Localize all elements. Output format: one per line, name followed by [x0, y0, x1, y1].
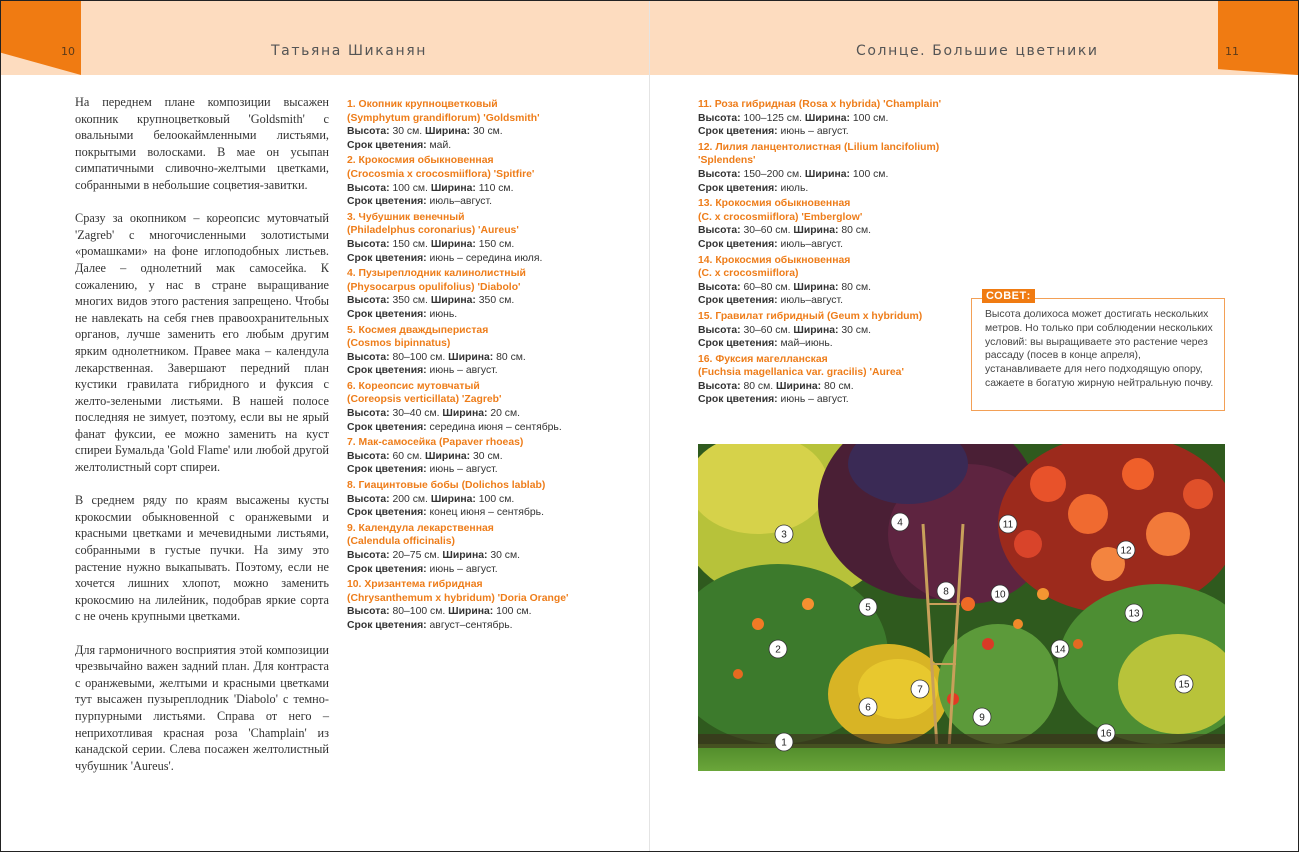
- width-label: Ширина:: [425, 126, 473, 138]
- bloom-period: [347, 195, 617, 209]
- width-label: Ширина:: [430, 182, 479, 194]
- height-value: 80 см.: [743, 380, 777, 392]
- bloom-period: [698, 294, 968, 308]
- photo-marker: [911, 680, 929, 698]
- right-running-head: Солнце. Большие цветники: [856, 43, 1099, 59]
- bloom-period: [347, 563, 617, 577]
- bloom-period-value: май–июнь.: [780, 338, 833, 350]
- bloom-period-label: Срок цветения:: [347, 563, 430, 575]
- bloom-period-value: июнь – август.: [780, 126, 849, 138]
- photo-marker-label: 14: [1054, 644, 1066, 656]
- plant-title: 3. Чубушник венечный (Philadelphus coronarius) 'Aureus': [347, 211, 519, 237]
- bloom-period: [347, 252, 617, 266]
- width-label: Ширина:: [430, 295, 479, 307]
- bloom-period-value: середина июня – сентябрь.: [429, 421, 562, 433]
- width-label: Ширина:: [804, 168, 853, 180]
- photo-marker: [859, 698, 877, 716]
- bloom-period-label: Срок цветения:: [347, 365, 430, 377]
- height-value: 60–80 см.: [743, 281, 794, 293]
- height-label: Высота:: [698, 225, 744, 237]
- photo-marker: [859, 598, 877, 616]
- plant-entry: [347, 479, 617, 520]
- width-label: Ширина:: [448, 606, 497, 618]
- body-paragraph: Для гармоничного восприятия этой композиции чрезвычайно важен задний план. Для контраста с оранжевыми, желтыми и красными цветками тут высажен пузыреплодник 'Diabolo' с темно-пурпурными листьями. Справа от него – неприхотливая красная роза 'Champlain' из канадской серии. Слева посажен желтолистный чубушник 'Aureus'.: [75, 642, 329, 773]
- width-label: Ширина:: [793, 225, 842, 237]
- height-label: Высота:: [698, 112, 744, 124]
- plant-entry: [698, 98, 968, 139]
- width-label: Ширина:: [793, 281, 842, 293]
- tip-box: [971, 290, 1225, 411]
- height-label: Высота:: [698, 380, 744, 392]
- photo-marker-label: 3: [781, 529, 787, 541]
- left-running-head: Татьяна Шиканян: [271, 43, 427, 59]
- bloom-period-label: Срок цветения:: [698, 394, 781, 406]
- height-label: Высота:: [347, 182, 393, 194]
- width-value: 80 см.: [496, 351, 526, 363]
- bloom-period-label: Срок цветения:: [347, 507, 430, 519]
- bloom-period-label: Срок цветения:: [347, 139, 430, 151]
- photo-marker-label: 15: [1178, 679, 1190, 691]
- plant-title: 10. Хризантема гибридная (Chrysanthemum x hybridum) 'Doria Orange': [347, 579, 569, 604]
- width-value: 110 см.: [478, 182, 514, 194]
- bloom-period: [347, 506, 617, 520]
- bloom-period-value: июнь – середина июля.: [429, 252, 543, 264]
- photo-marker-label: 16: [1100, 728, 1112, 740]
- height-label: Высота:: [698, 324, 744, 336]
- plant-size: [347, 407, 617, 421]
- photo-marker: [1117, 541, 1135, 559]
- bloom-period: [347, 364, 617, 378]
- plant-size: [347, 605, 617, 619]
- width-value: 30 см.: [473, 450, 503, 462]
- bloom-period-label: Срок цветения:: [698, 338, 781, 350]
- bloom-period: [347, 421, 617, 435]
- body-paragraph: На переднем плане композиции высажен окопник крупноцветковый 'Goldsmith' с овальными белоокаймленными листьями, покрытыми волосками. В мае он усыпан симпатичными сливочно-желтыми цветками, собранными в небольшие соцветия-завитки.: [75, 95, 329, 192]
- plant-title: 2. Крокосмия обыкновенная (Crocosmia x crocosmiiflora) 'Spitfire': [347, 155, 535, 180]
- flowerbed-photo: [698, 444, 1225, 771]
- width-value: 100 см.: [852, 168, 889, 180]
- width-value: 20 см.: [490, 408, 521, 420]
- width-value: 30 см.: [490, 550, 521, 561]
- plant-size: [698, 112, 968, 126]
- width-value: 100 см.: [852, 112, 889, 124]
- plant-entry: [698, 254, 968, 308]
- plant-entry: [698, 141, 968, 195]
- plant-size: [347, 238, 617, 252]
- photo-marker-label: 9: [979, 712, 985, 724]
- width-label: Ширина:: [442, 408, 491, 420]
- bloom-period-value: июнь.: [429, 308, 458, 320]
- plant-title: 4. Пузыреплодник калинолистный (Physocarpus opulifolius) 'Diabolo': [347, 268, 526, 293]
- photo-marker: [999, 515, 1017, 533]
- photo-marker-label: 7: [917, 684, 923, 696]
- bloom-period: [698, 125, 968, 139]
- bloom-period-value: конец июня – сентябрь.: [429, 507, 544, 519]
- flowerbed-illustration: [698, 444, 1225, 771]
- width-label: Ширина:: [804, 112, 853, 124]
- height-label: Высота:: [347, 408, 393, 420]
- right-page-number: 11: [1225, 45, 1239, 58]
- width-value: 30 см.: [473, 126, 503, 138]
- plant-list-right: [698, 98, 968, 409]
- bloom-period-value: июль–август.: [780, 238, 843, 250]
- photo-marker-label: 13: [1128, 608, 1140, 620]
- bloom-period-label: Срок цветения:: [347, 308, 430, 320]
- photo-marker-label: 5: [865, 602, 871, 614]
- photo-marker: [1051, 640, 1069, 658]
- plant-size: [698, 324, 968, 338]
- height-label: Высота:: [698, 281, 744, 293]
- bloom-period-label: Срок цветения:: [698, 238, 781, 250]
- plant-title: 13. Крокосмия обыкновенная (C. x crocosmiiflora) 'Emberglow': [698, 198, 863, 223]
- plant-title: 15. Гравилат гибридный (Geum x hybridum): [698, 310, 923, 322]
- photo-marker: [1097, 724, 1115, 742]
- photo-marker: [1125, 604, 1143, 622]
- width-label: Ширина:: [430, 238, 479, 250]
- bloom-period: [698, 182, 968, 196]
- plant-entry: [698, 353, 968, 407]
- bloom-period-value: июнь – август.: [780, 394, 849, 406]
- bloom-period-value: июль.: [780, 182, 809, 194]
- plant-entry: [698, 197, 968, 251]
- photo-marker-label: 4: [897, 517, 903, 529]
- tip-label: СОВЕТ:: [982, 289, 1035, 303]
- height-value: 80–100 см.: [392, 606, 449, 618]
- plant-size: [347, 549, 617, 563]
- height-value: 80–100 см.: [392, 351, 449, 363]
- plant-entry: [698, 310, 968, 351]
- body-text: [75, 94, 329, 791]
- width-value: 350 см.: [478, 295, 515, 307]
- width-value: 80 см.: [824, 380, 854, 392]
- height-label: Высота:: [347, 450, 393, 462]
- height-value: 60 см.: [392, 450, 426, 462]
- bloom-period-label: Срок цветения:: [347, 421, 430, 433]
- bloom-period-label: Срок цветения:: [698, 126, 781, 138]
- height-value: 100–125 см.: [743, 112, 805, 124]
- height-value: 30 см.: [392, 126, 426, 138]
- plant-title: 14. Крокосмия обыкновенная (C. x crocosmiiflora): [698, 254, 851, 280]
- height-label: Высота:: [347, 550, 393, 561]
- photo-marker-label: 10: [994, 589, 1006, 601]
- bloom-period-value: июнь – август.: [429, 464, 498, 476]
- bloom-period: [347, 308, 617, 322]
- bloom-period-label: Срок цветения:: [347, 619, 430, 631]
- plant-entry: [347, 98, 617, 152]
- photo-marker: [973, 708, 991, 726]
- photo-marker-label: 8: [943, 586, 949, 598]
- photo-marker-label: 2: [775, 644, 781, 656]
- width-value: 80 см.: [841, 281, 872, 293]
- plant-size: [698, 281, 968, 295]
- plant-entry: [347, 522, 617, 576]
- bloom-period-value: июль–август.: [780, 295, 843, 307]
- photo-marker: [937, 582, 955, 600]
- plant-size: [347, 294, 617, 308]
- left-page-number: 10: [61, 45, 75, 58]
- width-value: 30 см.: [841, 324, 872, 336]
- plant-size: [347, 450, 617, 464]
- photo-marker: [1175, 675, 1193, 693]
- plant-title: 5. Космея дваждыперистая (Cosmos bipinnatus): [347, 324, 489, 350]
- photo-marker: [775, 525, 793, 543]
- bloom-period-label: Срок цветения:: [347, 196, 430, 208]
- plant-size: [347, 125, 617, 139]
- plant-entry: [347, 154, 617, 208]
- photo-marker-label: 1: [781, 737, 787, 749]
- height-value: 30–40 см.: [392, 408, 443, 420]
- plant-size: [347, 182, 617, 196]
- bloom-period-value: август–сентябрь.: [429, 619, 513, 631]
- width-value: 100 см.: [496, 606, 532, 618]
- photo-marker-label: 11: [1002, 519, 1014, 531]
- plant-entry: [347, 211, 617, 265]
- plant-list-left: [347, 98, 617, 635]
- height-value: 20–75 см.: [392, 550, 443, 561]
- photo-marker: [775, 733, 793, 751]
- width-value: 150 см.: [478, 238, 515, 250]
- plant-size: [698, 380, 968, 394]
- bloom-period-label: Срок цветения:: [347, 464, 430, 476]
- photo-marker: [769, 640, 787, 658]
- height-label: Высота:: [347, 126, 393, 138]
- bloom-period: [698, 238, 968, 252]
- height-value: 100 см.: [392, 182, 431, 194]
- right-corner-tab: [1218, 1, 1298, 75]
- plant-title: 11. Роза гибридная (Rosa x hybrida) 'Champlain': [698, 99, 942, 110]
- bloom-period-value: май.: [429, 139, 452, 151]
- width-label: Ширина:: [430, 493, 479, 505]
- tip-text: Высота долихоса может достигать нескольких метров. Но только при соблюдении нескольких условий: вы выращиваете это растение через рассаду (посев в конце апреля), устанавливаете для него подходящую опору, сажаете в богатую жирную нейтральную почву.: [985, 309, 1214, 389]
- height-value: 150–200 см.: [743, 168, 805, 180]
- bloom-period-value: июнь – август.: [429, 365, 498, 377]
- plant-title: 12. Лилия ланцентолистная (Lilium lancifolium) 'Splendens': [698, 141, 940, 167]
- plant-size: [698, 168, 968, 182]
- plant-entry: [347, 436, 617, 477]
- page-gutter: [649, 1, 650, 851]
- body-paragraph: В среднем ряду по краям высажены кусты крокосмии обыкновенной с оранжевыми и красными цветками и мечевидными листьями, собранными в густые пучки. На зиму это растение нужно выкапывать. Поэтому, если не хочется лишних хлопот, можно заменить крокосмию на лилейник, подобрав яркие сорта с не очень крупными цветками.: [75, 493, 329, 624]
- height-value: 30–60 см.: [743, 324, 794, 336]
- height-label: Высота:: [347, 351, 393, 363]
- plant-title: 9. Календула лекарственная (Calendula officinalis): [347, 522, 494, 548]
- width-label: Ширина:: [776, 380, 824, 392]
- plant-entry: [347, 380, 617, 434]
- height-value: 30–60 см.: [743, 225, 794, 237]
- plant-size: [347, 493, 617, 507]
- photo-marker-label: 6: [865, 702, 871, 714]
- bloom-period-label: Срок цветения:: [698, 295, 781, 307]
- width-value: 100 см.: [478, 493, 515, 505]
- bloom-period: [347, 139, 617, 153]
- width-label: Ширина:: [425, 450, 473, 462]
- width-label: Ширина:: [793, 324, 842, 336]
- width-label: Ширина:: [442, 550, 491, 561]
- height-label: Высота:: [347, 606, 393, 618]
- plant-title: 8. Гиацинтовые бобы (Dolichos lablab): [347, 480, 546, 492]
- height-value: 150 см.: [392, 238, 431, 250]
- plant-entry: [347, 324, 617, 378]
- bloom-period-label: Срок цветения:: [347, 252, 430, 264]
- plant-size: [347, 351, 617, 365]
- height-value: 350 см.: [392, 295, 431, 307]
- plant-entry: [347, 578, 617, 632]
- height-label: Высота:: [347, 295, 393, 307]
- plant-size: [698, 224, 968, 238]
- plant-title: 1. Окопник крупноцветковый (Symphytum grandiflorum) 'Goldsmith': [347, 99, 540, 124]
- bloom-period-value: июнь – август.: [429, 563, 498, 575]
- body-paragraph: Сразу за окопником – кореопсис мутовчатый 'Zagreb' с многочисленными золотистыми «ромашками» на фоне иглоподобных листьев. Далее – однолетний мак самосейка. К сожалению, у нас в стране выращивание многих видов этого растения запрещено. Чтобы не навлекать на себя гнев правоохранительных органов, лучше заменить его любым другим ярким однолетником. Правее мака – календула лекарственная. Завершают передний план кустики гравилата гибридного и фуксия с желто-зелеными листьями. В нашей полосе последняя не зимует, поэтому, если вы не ярый фанат фуксии, ее можно заменить на куст спиреи Бумальда 'Gold Flame' или любой другой желтолистный сорт спиреи.: [75, 211, 329, 475]
- height-label: Высота:: [698, 168, 744, 180]
- width-value: 80 см.: [841, 225, 872, 237]
- photo-marker-label: 12: [1120, 545, 1132, 557]
- width-label: Ширина:: [448, 351, 497, 363]
- bloom-period-label: Срок цветения:: [698, 182, 781, 194]
- bloom-period: [698, 337, 968, 351]
- bloom-period: [347, 619, 617, 633]
- bloom-period: [347, 463, 617, 477]
- bloom-period-value: июль–август.: [429, 196, 492, 208]
- photo-marker: [991, 585, 1009, 603]
- plant-entry: [347, 267, 617, 321]
- height-label: Высота:: [347, 493, 393, 505]
- height-value: 200 см.: [392, 493, 431, 505]
- bloom-period: [698, 393, 968, 407]
- plant-title: 7. Мак-самосейка (Papaver rhoeas): [347, 437, 524, 449]
- plant-title: 6. Кореопсис мутовчатый (Coreopsis verticillata) 'Zagreb': [347, 380, 502, 406]
- photo-marker: [891, 513, 909, 531]
- plant-title: 16. Фуксия магелланская (Fuchsia magellanica var. gracilis) 'Aurea': [698, 353, 904, 379]
- height-label: Высота:: [347, 238, 393, 250]
